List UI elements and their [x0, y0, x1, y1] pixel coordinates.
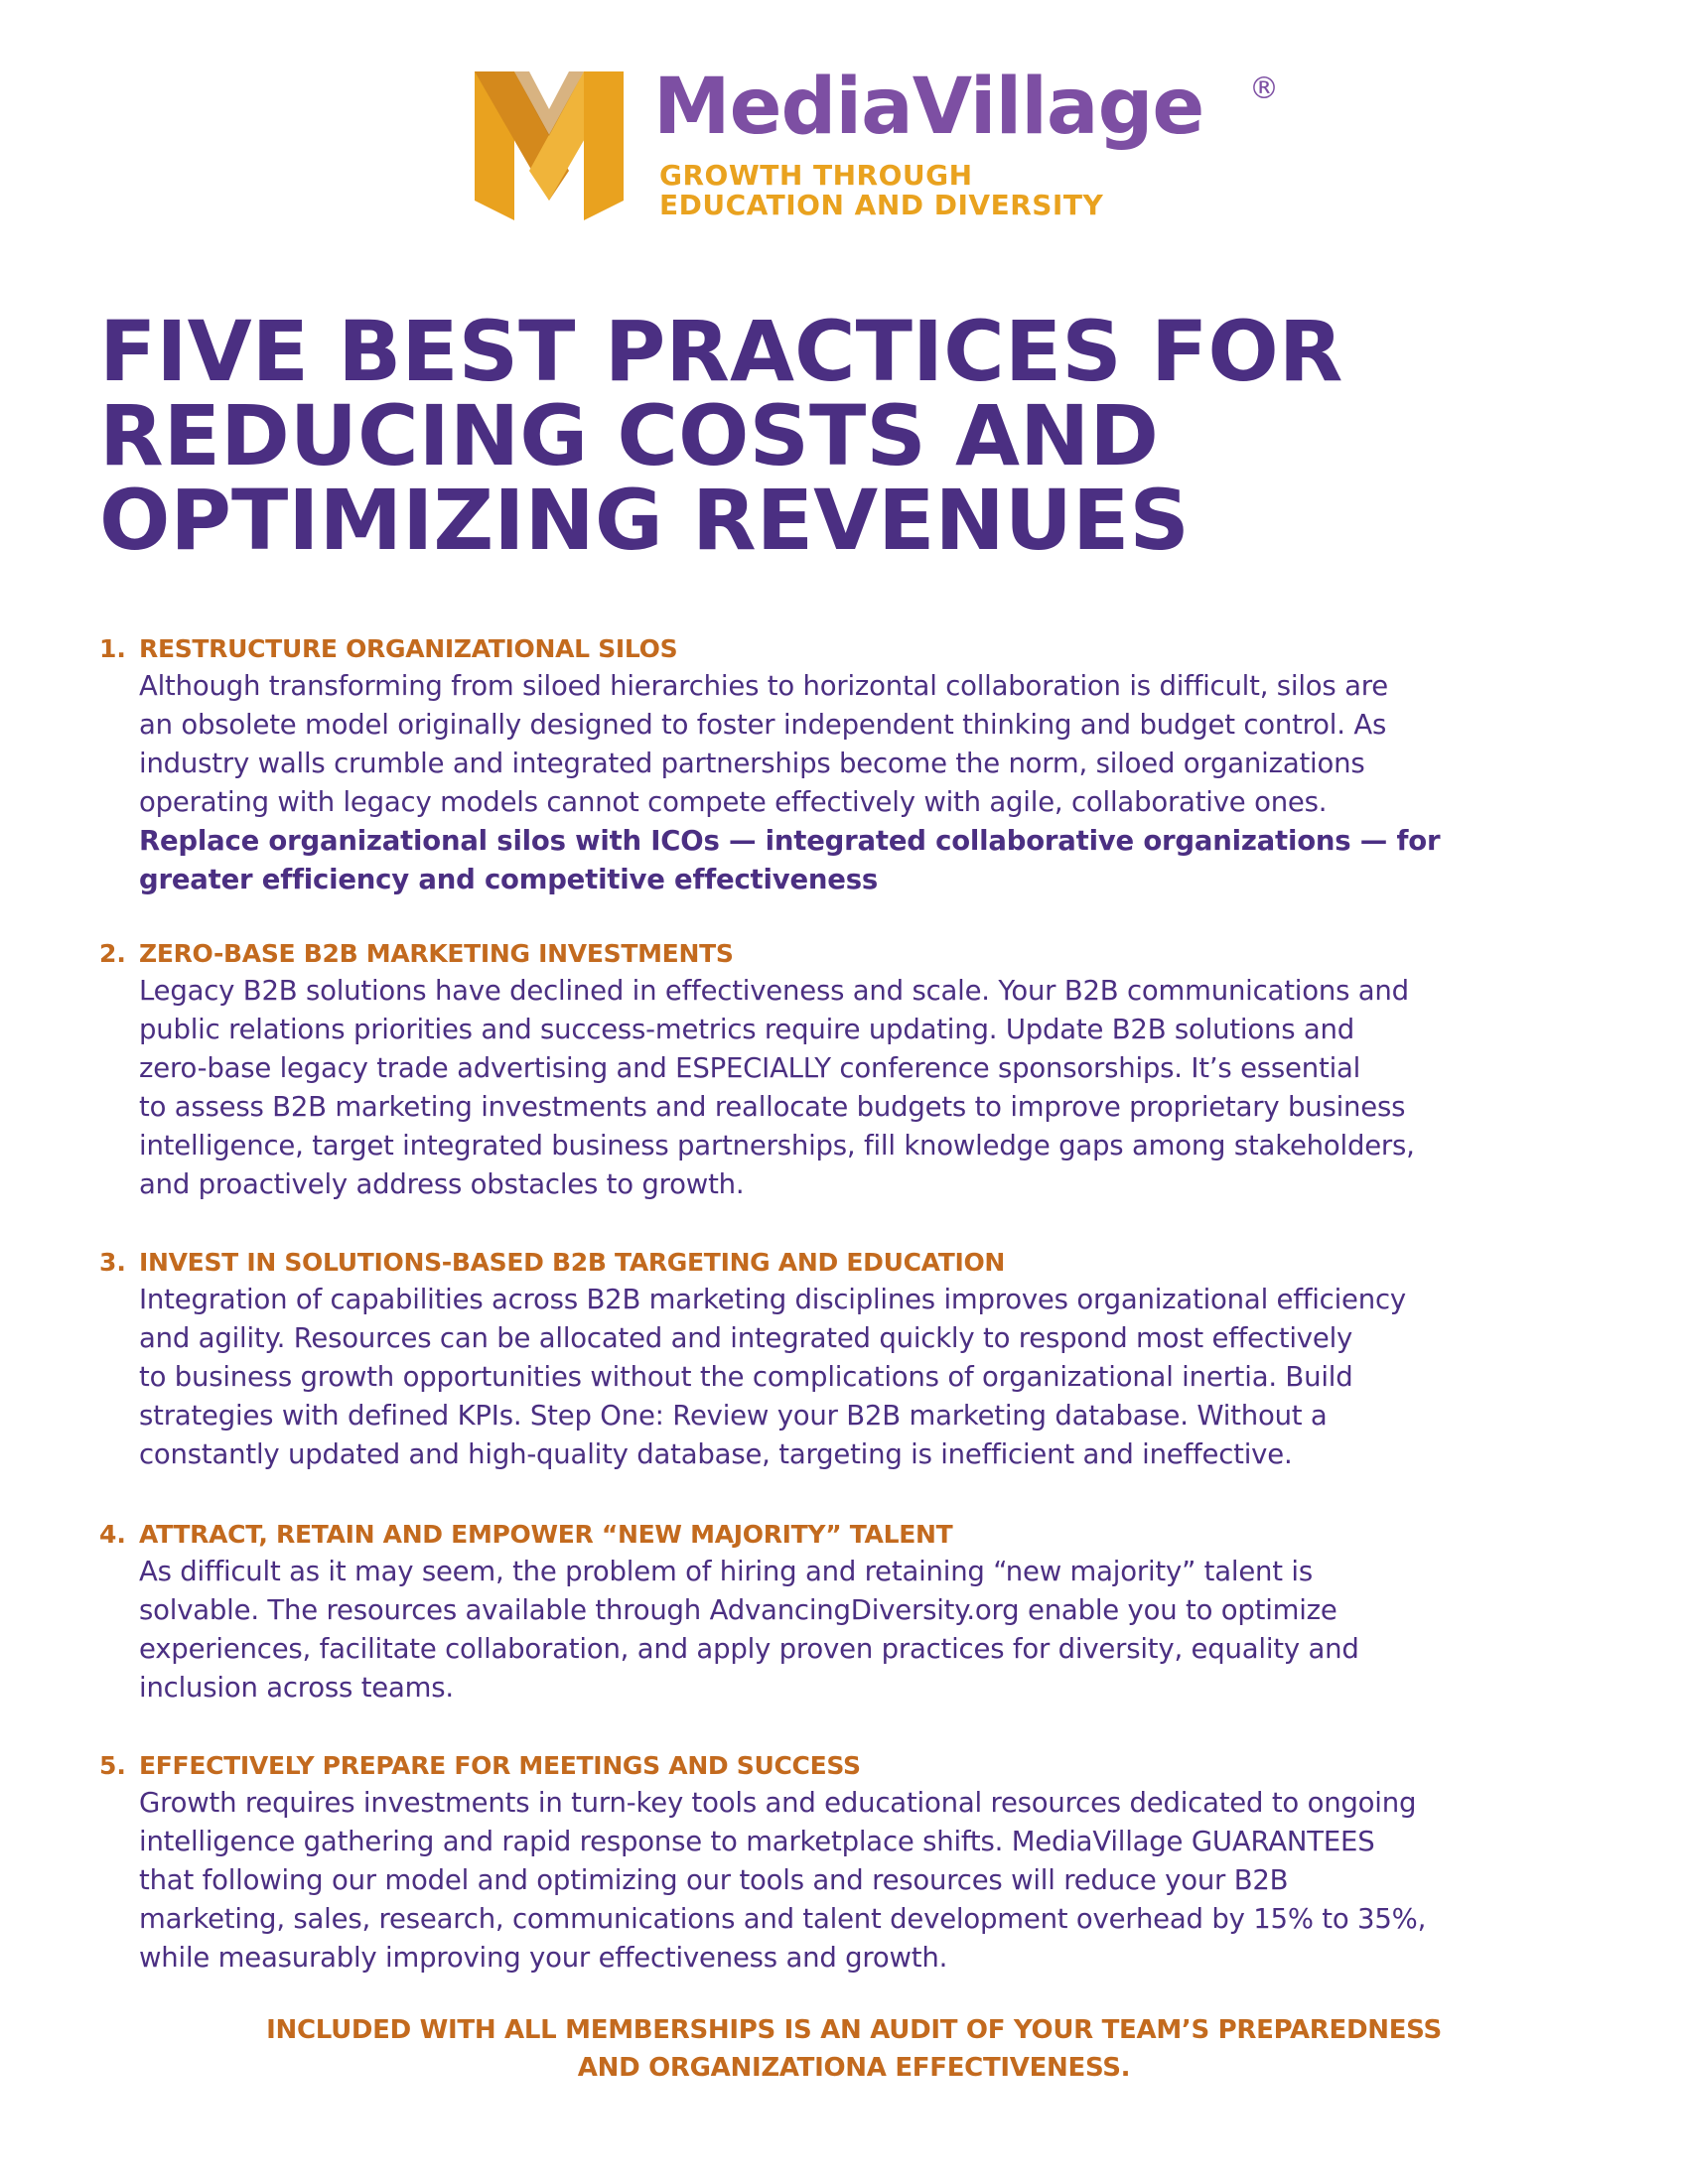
body-line: As difficult as it may seem, the problem of hiring and retaining “new majority” talent is [139, 1556, 1313, 1587]
practice-item [99, 936, 1415, 1204]
practice-body [139, 1281, 1406, 1474]
body-line: Growth requires investments in turn-key tools and educational resources dedicated to ongoing [139, 1787, 1417, 1819]
bold-text: Replace organizational silos with ICOs — integrated collaborative organizations — for [139, 825, 1441, 857]
body-line: Legacy B2B solutions have declined in effectiveness and scale. Your B2B communications and [139, 975, 1409, 1007]
practice-number: 1. [99, 634, 126, 663]
body-line: intelligence gathering and rapid response to marketplace shifts. MediaVillage GUARANTEES [139, 1826, 1375, 1857]
m-logo-icon [465, 62, 633, 230]
brand-name: MediaVillage [653, 63, 1204, 152]
body-line: industry walls crumble and integrated partnerships become the norm, siloed organizations [139, 748, 1365, 779]
practice-body [139, 972, 1415, 1204]
practice-heading: ZERO-BASE B2B MARKETING INVESTMENTS [139, 939, 734, 968]
page-title [99, 303, 1609, 569]
body-line: intelligence, target integrated business partnerships, fill knowledge gaps among stakeholders, [139, 1130, 1415, 1161]
body-bold-line [139, 822, 1440, 861]
body-line: operating with legacy models cannot compete effectively with agile, collaborative ones. [139, 786, 1328, 818]
bold-text: greater efficiency and competitive effectiveness [139, 864, 879, 895]
practice-heading: ATTRACT, RETAIN AND EMPOWER “NEW MAJORITY” TALENT [139, 1520, 953, 1549]
body-line: solvable. The resources available through AdvancingDiversity.org enable you to optimize [139, 1594, 1337, 1626]
body-line: and agility. Resources can be allocated and integrated quickly to respond most effectively [139, 1322, 1353, 1354]
practice-item [99, 1245, 1406, 1474]
body-line: inclusion across teams. [139, 1672, 454, 1704]
membership-audit-note [99, 2011, 1609, 2087]
body-line: zero-base legacy trade advertising and ESPECIALLY conference sponsorships. It’s essential [139, 1052, 1361, 1084]
body-line: experiences, facilitate collaboration, and apply proven practices for diversity, equality and [139, 1633, 1359, 1665]
mediavillage-logo [465, 62, 1309, 230]
body-line: to assess B2B marketing investments and reallocate budgets to improve proprietary business [139, 1091, 1406, 1123]
body-line: constantly updated and high-quality database, targeting is inefficient and ineffective. [139, 1438, 1293, 1470]
body-line: Integration of capabilities across B2B marketing disciplines improves organizational efficiency [139, 1284, 1406, 1315]
tagline-line-2: EDUCATION AND DIVERSITY [659, 189, 1104, 221]
footer-line-1: INCLUDED WITH ALL MEMBERSHIPS IS AN AUDIT OF YOUR TEAM’S PREPAREDNESS [266, 2015, 1442, 2045]
practice-number: 2. [99, 939, 126, 968]
body-line: while measurably improving your effectiveness and growth. [139, 1942, 948, 1974]
body-line: that following our model and optimizing our tools and resources will reduce your B2B [139, 1864, 1289, 1896]
body-line: an obsolete model originally designed to foster independent thinking and budget control. As [139, 709, 1387, 741]
practice-number: 5. [99, 1751, 126, 1780]
practice-item [99, 631, 1440, 899]
title-line-3: OPTIMIZING REVENUES [99, 472, 1190, 569]
practice-heading: INVEST IN SOLUTIONS-BASED B2B TARGETING AND EDUCATION [139, 1248, 1006, 1277]
practice-item [99, 1517, 1359, 1707]
title-line-1: FIVE BEST PRACTICES FOR [99, 303, 1343, 400]
practice-number: 3. [99, 1248, 126, 1277]
practice-heading: EFFECTIVELY PREPARE FOR MEETINGS AND SUCCESS [139, 1751, 861, 1780]
body-line: strategies with defined KPIs. Step One: Review your B2B marketing database. Without a [139, 1400, 1328, 1432]
title-line-2: REDUCING COSTS AND [99, 387, 1160, 484]
practice-body [139, 1784, 1426, 1978]
practice-item [99, 1748, 1426, 1978]
body-line: public relations priorities and success-metrics require updating. Update B2B solutions and [139, 1014, 1355, 1045]
body-bold-line [139, 861, 1440, 899]
tagline-line-1: GROWTH THROUGH [659, 159, 973, 192]
brand-tagline [659, 161, 1103, 220]
practice-body [139, 667, 1440, 899]
practice-body [139, 1553, 1359, 1707]
practice-number: 4. [99, 1520, 126, 1549]
body-line: Although transforming from siloed hierarchies to horizontal collaboration is difficult, silos are [139, 670, 1388, 702]
practice-heading: RESTRUCTURE ORGANIZATIONAL SILOS [139, 634, 678, 663]
registered-mark: ® [1249, 71, 1279, 106]
footer-line-2: AND ORGANIZATIONA EFFECTIVENESS. [577, 2053, 1131, 2083]
body-line: to business growth opportunities without the complications of organizational inertia. Build [139, 1361, 1353, 1393]
body-line: and proactively address obstacles to growth. [139, 1168, 745, 1200]
body-line: marketing, sales, research, communications and talent development overhead by 15% to 35%, [139, 1903, 1427, 1935]
